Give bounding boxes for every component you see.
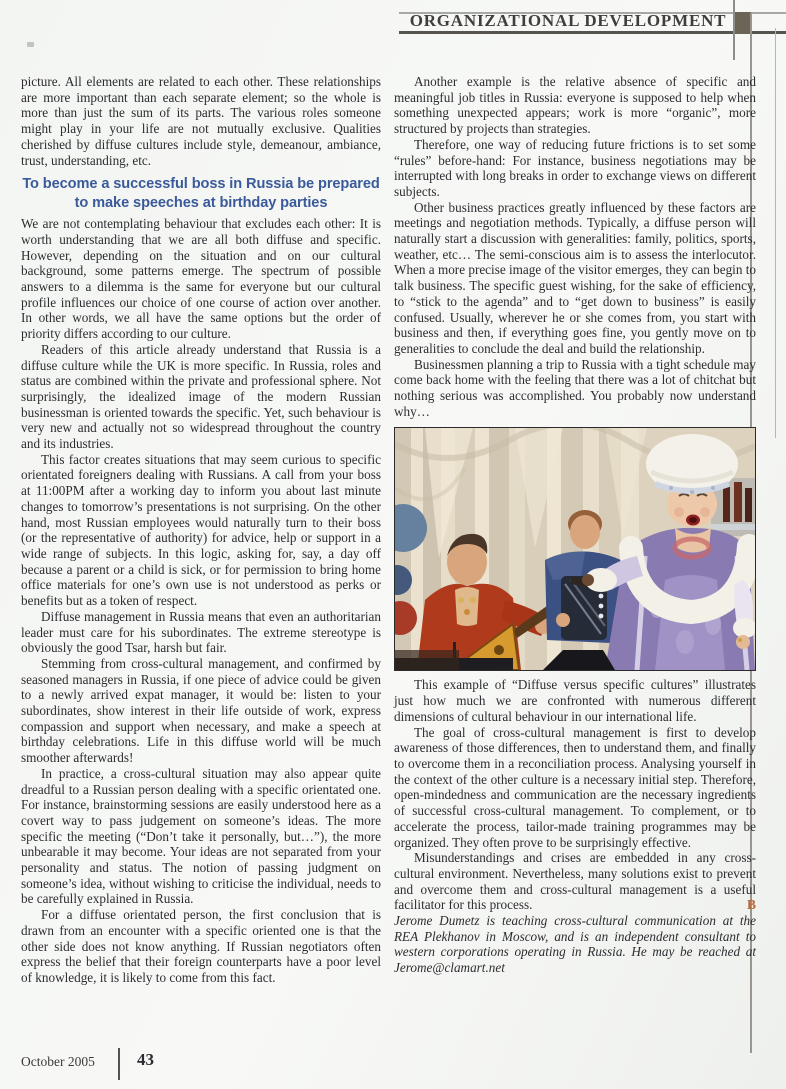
article-photo	[394, 427, 756, 671]
photo-illustration	[395, 428, 755, 670]
footer-page-number: 43	[137, 1050, 154, 1069]
author-bio: Jerome Dumetz is teaching cross-cultural communication at the REA Plekhanov in Moscow, and is an independent consultant to western corporations operating in Russia. He may be reached at Jerome@clamart.net	[394, 913, 756, 976]
paragraph: We are not contemplating behaviour that excludes each other: It is worth understanding that we are all both diffuse and specific. However, depending on the situation and on our cultural background, some patterns emerge. The spectrum of possible answers to a dilemma is the same for everyone but our cultural profile influences our choice of one course of action over another. In other words, we all have the same options but the order of priority differs according to our culture.	[21, 216, 381, 342]
paragraph: The goal of cross-cultural management is first to develop awareness of those differences, then to understand them, and finally to overcome them in a reconciliation process. Analysing yourself in the context of the other culture is a necessary initial step. Therefore, open-mindedness and communication are the necessary ingredients of successful cross-cultural management. To complement, or to accelerate the process, tailor-made training programmes may be organized. They often prove to be surprisingly effective.	[394, 724, 756, 850]
header-title: ORGANIZATIONAL DEVELOPMENT	[409, 11, 727, 30]
paragraph: picture. All elements are related to each other. These relationships are more important than each separate element; so the whole is more than just the sum of its parts. The various roles someone might play in your life are not mutually exclusive. Qualities cherished by diffuse cultures include style, demeanour, ambiance, trust, understanding, etc.	[21, 74, 381, 168]
paragraph: In practice, a cross-cultural situation may also appear quite dreadful to a Russian person dealing with a specific orientated one. For instance, brainstorming sessions are easily understood here as a covert way to pass judgement on someone’s ideas. The more specific the meeting (“Don’t take it personally, but…”), the more unbearable it may become. Your ideas are not separated from your personality and status. The notion of passing judgment on someone’s idea, without wishing to criticise the individual, needs to be carefully explained in Russia.	[21, 765, 381, 907]
paragraph: This factor creates situations that may seem curious to specific orientated foreigners dealing with Russians. A call from your boss at 11:00PM after a working day to inform you about last minute changes to tomorrow’s presentations is not surprising. On the other hand, most Russian employees would naturally turn to their boss (or the representative of authority) for advice, help or support in a wide range of subjects. In this logic, asking for, say, a day off because a parent or a child is sick, or for permission to bring home office materials for one’s own use is not understood as perks or benefits but as a token of respect.	[21, 451, 381, 609]
paragraph	[394, 850, 756, 913]
paragraph: Businessmen planning a trip to Russia with a tight schedule may come back home with the feeling that there was a lot of chitchat but nothing serious was accomplished. You probably now understand why…	[394, 356, 756, 419]
paragraph-text: Misunderstandings and crises are embedded in any cross-cultural environment. Nevertheless, many solutions exist to prevent and overcome them and cross-cultural management is a useful facilitator for this process.	[394, 850, 756, 913]
paragraph: Therefore, one way of reducing future frictions is to set some “rules” before-hand: For instance, business negotiations may be interrupted with long breaks in order to exchange views on different subjects.	[394, 136, 756, 199]
footer-issue-date: October 2005	[21, 1054, 95, 1069]
right-column	[394, 74, 756, 976]
footer-divider	[118, 1048, 120, 1080]
margin-rule-short	[733, 0, 735, 60]
paragraph: Readers of this article already understand that Russia is a diffuse culture while the UK is more specific. In Russia, roles and status are combined within the private and professional sphere. Not surprisingly, the idealized image of the modern Russian businessman is oriented towards the specific. Yet, such behaviour is very new and actually not so widespread throughout the country and its industries.	[21, 341, 381, 452]
paragraph: Another example is the relative absence of specific and meaningful job titles in Russia: everyone is supposed to help when something unexpected appears; work is more “organic”, more structured by projects than strategies.	[394, 74, 756, 137]
print-artifact	[27, 42, 34, 47]
paragraph: Diffuse management in Russia means that even an authoritarian leader must care for his subordinates. The extreme stereotype is obviously the good Tsar, harsh but fair.	[21, 608, 381, 656]
paragraph: Other business practices greatly influenced by these factors are meetings and negotiation methods. Typically, a diffuse person will naturally start a discussion with generalities: family, politics, sports, weather, etc… The semi-conscious aim is to assess the interlocutor. When a more precise image of the visitor emerges, they can begin to talk business. The specific guest wishing, for the sake of efficiency, to “stick to the agenda” and to “get down to business” is easily confused. Usually, wherever he or she comes from, you start with business and then, if everything goes fine, you gently move on to generalities to conclude the deal and build the relationship.	[394, 199, 756, 356]
paragraph: For a diffuse orientated person, the first conclusion that is drawn from an encounter with a specific oriented one is that the other side does not know anything. If Russian negotiators often express the belief that their foreign counterparts have a poor level of knowledge, it is likely to come from this fact.	[21, 907, 381, 985]
section-heading: To become a successful boss in Russia be prepared to make speeches at birthday parties	[22, 176, 380, 211]
page-edge-rule	[775, 28, 776, 438]
end-of-article-marker: B	[746, 897, 756, 913]
left-column	[21, 74, 381, 986]
paragraph: Stemming from cross-cultural management, and confirmed by seasoned managers in Russia, if one piece of advice could be given to a newly arrived expat manager, it would be: listen to your subordinates, show interest in their life outside of work, express compassion and support when necessary, and make a speech at birthday celebrations. Life in this diffuse world will be much smoother afterwards!	[21, 655, 381, 766]
header-square-ornament	[735, 12, 751, 34]
header-rule-bottom	[399, 31, 786, 34]
paragraph: This example of “Diffuse versus specific cultures” illustrates just how much we are confronted with numerous different dimensions of cultural behaviour in our international life.	[394, 677, 756, 724]
